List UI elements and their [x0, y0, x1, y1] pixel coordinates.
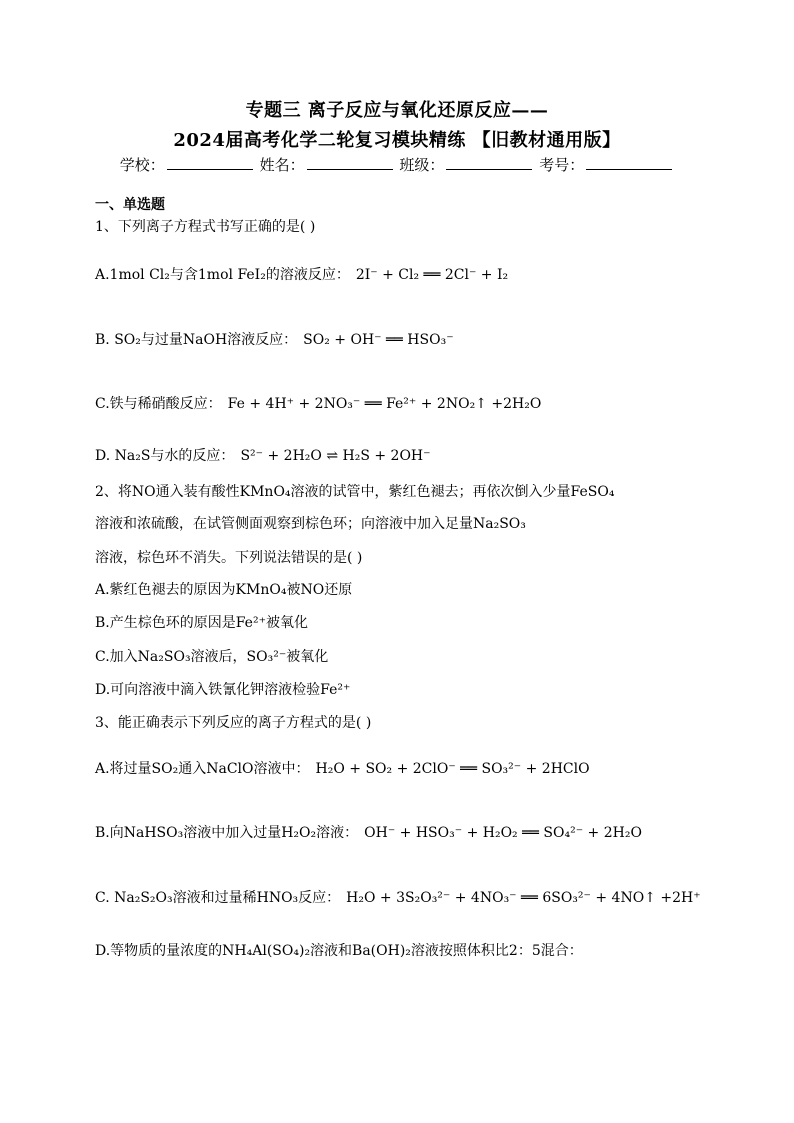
q3-option-b: [95, 823, 642, 843]
class-label: 班级：: [399, 156, 445, 174]
student-info-line: [0, 154, 794, 175]
q1-option-a: [95, 265, 508, 285]
school-blank[interactable]: [167, 155, 253, 170]
q1-b-equation: SO₂ + OH⁻ ══ HSO₃⁻: [303, 332, 454, 348]
q1-d-text: D. Na₂S与水的反应：: [95, 448, 235, 464]
q2-option-a: A.紫红色褪去的原因为KMnO₄被NO还原: [95, 582, 353, 598]
q1-option-d: [95, 446, 431, 466]
q1-option-b: [95, 330, 454, 350]
title-line-1: 专题三 离子反应与氧化还原反应——: [245, 100, 549, 121]
q3-option-d: D.等物质的量浓度的NH₄Al(SO₄)₂溶液和Ba(OH)₂溶液按照体积比2：5混合：: [95, 943, 583, 959]
exam-no-label: 考号：: [539, 156, 585, 174]
q1-a-equation: 2I⁻ + Cl₂ ══ 2Cl⁻ + I₂: [355, 267, 509, 283]
name-blank[interactable]: [307, 155, 393, 170]
section-heading: 一、单选题: [95, 197, 165, 213]
q2-option-d: D.可向溶液中滴入铁氰化钾溶液检验Fe²⁺: [95, 682, 351, 698]
q1-stem: 1、下列离子方程式书写正确的是( ): [95, 219, 316, 235]
q3-c-text: C. Na₂S₂O₃溶液和过量稀HNO₃反应：: [95, 890, 341, 906]
title-line-2: 2024届高考化学二轮复习模块精练 【旧教材通用版】: [173, 130, 621, 151]
q1-c-text: C.铁与稀硝酸反应：: [95, 396, 222, 412]
q1-a-text: A.1mol Cl₂与含1mol FeI₂的溶液反应：: [95, 267, 350, 283]
q1-c-equation: Fe + 4H⁺ + 2NO₃⁻ ══ Fe²⁺ + 2NO₂↑ +2H₂O: [227, 396, 542, 412]
school-label: 学校：: [119, 156, 165, 174]
q3-a-equation: H₂O + SO₂ + 2ClO⁻ ══ SO₃²⁻ + 2HClO: [315, 761, 590, 777]
q3-c-equation: H₂O + 3S₂O₃²⁻ + 4NO₃⁻ ══ 6SO₃²⁻ + 4NO↑ +2H⁺: [346, 890, 701, 906]
exam-no-blank[interactable]: [586, 155, 672, 170]
q3-b-text: B.向NaHSO₃溶液中加入过量H₂O₂溶液：: [95, 825, 359, 841]
q2-option-c: C.加入Na₂SO₃溶液后，SO₃²⁻被氧化: [95, 649, 329, 665]
q3-b-equation: OH⁻ + HSO₃⁻ + H₂O₂ ══ SO₄²⁻ + 2H₂O: [364, 825, 642, 841]
q1-b-text: B. SO₂与过量NaOH溶液反应：: [95, 332, 298, 348]
q3-a-text: A.将过量SO₂通入NaClO溶液中：: [95, 761, 310, 777]
q2-option-b: B.产生棕色环的原因是Fe²⁺被氧化: [95, 615, 308, 631]
q2-stem-line-1: 2、将NO通入装有酸性KMnO₄溶液的试管中，紫红色褪去；再依次倒入少量FeSO₄: [95, 484, 615, 500]
q1-d-equation: S²⁻ + 2H₂O ⇌ H₂S + 2OH⁻: [240, 448, 431, 464]
class-blank[interactable]: [446, 155, 532, 170]
q1-option-c: [95, 394, 541, 414]
q3-option-c: [95, 888, 701, 908]
q2-stem-line-3: 溶液，棕色环不消失。下列说法错误的是( ): [95, 550, 363, 566]
q2-stem-line-2: 溶液和浓硫酸，在试管侧面观察到棕色环；向溶液中加入足量Na₂SO₃: [95, 516, 526, 532]
q3-stem: 3、能正确表示下列反应的离子方程式的是( ): [95, 715, 372, 731]
q3-option-a: [95, 759, 590, 779]
name-label: 姓名：: [259, 156, 305, 174]
